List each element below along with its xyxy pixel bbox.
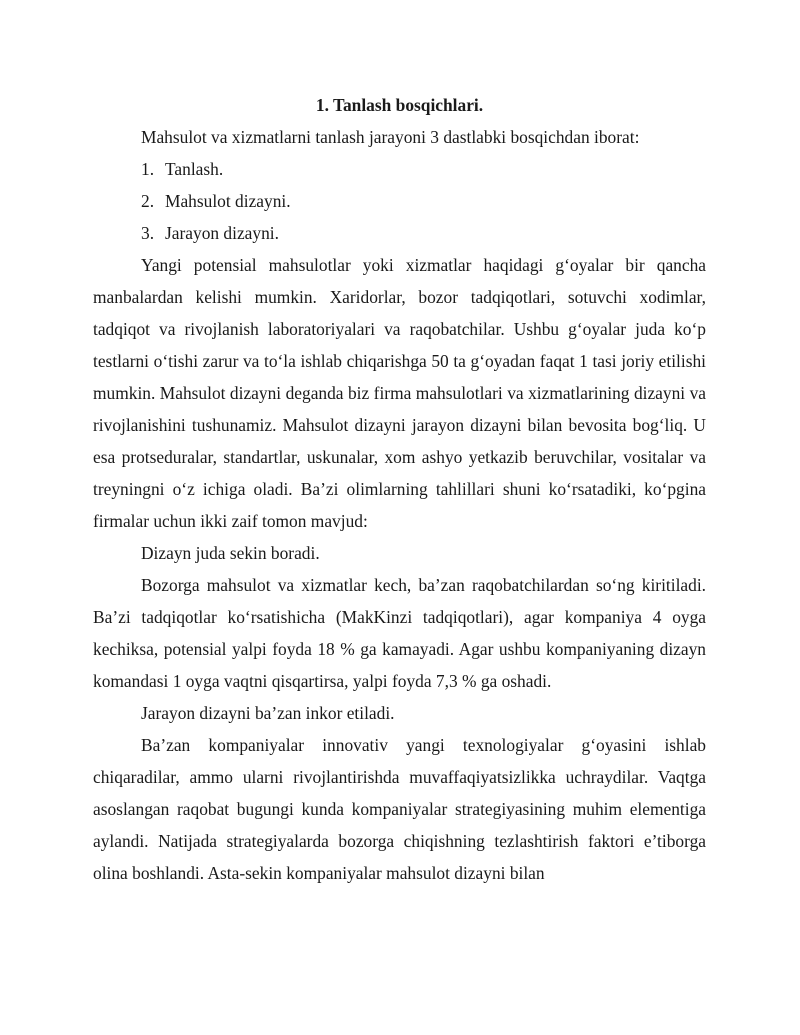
list-item bbox=[93, 153, 706, 185]
list-text: Jarayon dizayni. bbox=[165, 223, 279, 243]
list-item bbox=[93, 217, 706, 249]
list-text: Tanlash. bbox=[165, 159, 224, 179]
body-paragraph: Yangi potensial mahsulotlar yoki xizmatlar haqidagi g‘oyalar bir qancha manbalardan kelishi mumkin. Xaridorlar, bozor tadqiqotlari, sotuvchi xodimlar, tadqiqot va rivojlanish laboratoriyalari va raqobatchilar. Ushbu g‘oyalar juda ko‘p testlarni o‘tishi zarur va to‘la ishlab chiqarishga 50 ta g‘oyadan faqat 1 tasi joriy etilishi mumkin. Mahsulot dizayni deganda biz firma mahsulotlari va xizmatlarining dizayni va rivojlanishini tushunamiz. Mahsulot dizayni jarayon dizayni bilan bevosita bog‘liq. U esa protseduralar, standartlar, uskunalar, xom ashyo yetkazib beruvchilar, vositalar va treyningni o‘z ichiga oladi. Ba’zi olimlarning tahlillari shuni ko‘rsatadiki, ko‘pgina firmalar uchun ikki zaif tomon mavjud: bbox=[93, 255, 706, 531]
document-page bbox=[93, 89, 706, 889]
list-item bbox=[93, 185, 706, 217]
body-paragraph: Bozorga mahsulot va xizmatlar kech, ba’zan raqobatchilardan so‘ng kiritiladi. Ba’zi tadqiqotlar ko‘rsatishicha (MakKinzi tadqiqotlari), agar kompaniya 4 oyga kechiksa, potensial yalpi foyda 18 % ga kamayadi. Agar ushbu kompaniyaning dizayn komandasi 1 oyga vaqtni qisqartirsa, yalpi foyda 7,3 % ga oshadi. bbox=[93, 575, 706, 691]
list-number: 3. bbox=[141, 223, 155, 243]
intro-paragraph: Mahsulot va xizmatlarni tanlash jarayoni 3 dastlabki bosqichdan iborat: bbox=[141, 127, 640, 147]
body-paragraph: Ba’zan kompaniyalar innovativ yangi texnologiyalar g‘oyasini ishlab chiqaradilar, ammo ularni rivojlantirishda muvaffaqiyatsizlikka uchraydilar. Vaqtga asoslangan raqobat bugungi kunda kompaniyalar strategiyasining muhim elementiga aylandi. Natijada strategiyalarda bozorga chiqishning tezlashtirish faktori e’tiborga olina boshlandi. Asta-sekin kompaniyalar mahsulot dizayni bilan bbox=[93, 735, 706, 883]
list-number: 2. bbox=[141, 191, 155, 211]
list-text: Mahsulot dizayni. bbox=[165, 191, 291, 211]
body-paragraph: Jarayon dizayni ba’zan inkor etiladi. bbox=[141, 703, 395, 723]
steps-list bbox=[93, 153, 706, 249]
list-number: 1. bbox=[141, 159, 155, 179]
section-heading: 1. Tanlash bosqichlari. bbox=[315, 95, 484, 115]
body-paragraph: Dizayn juda sekin boradi. bbox=[141, 543, 320, 563]
